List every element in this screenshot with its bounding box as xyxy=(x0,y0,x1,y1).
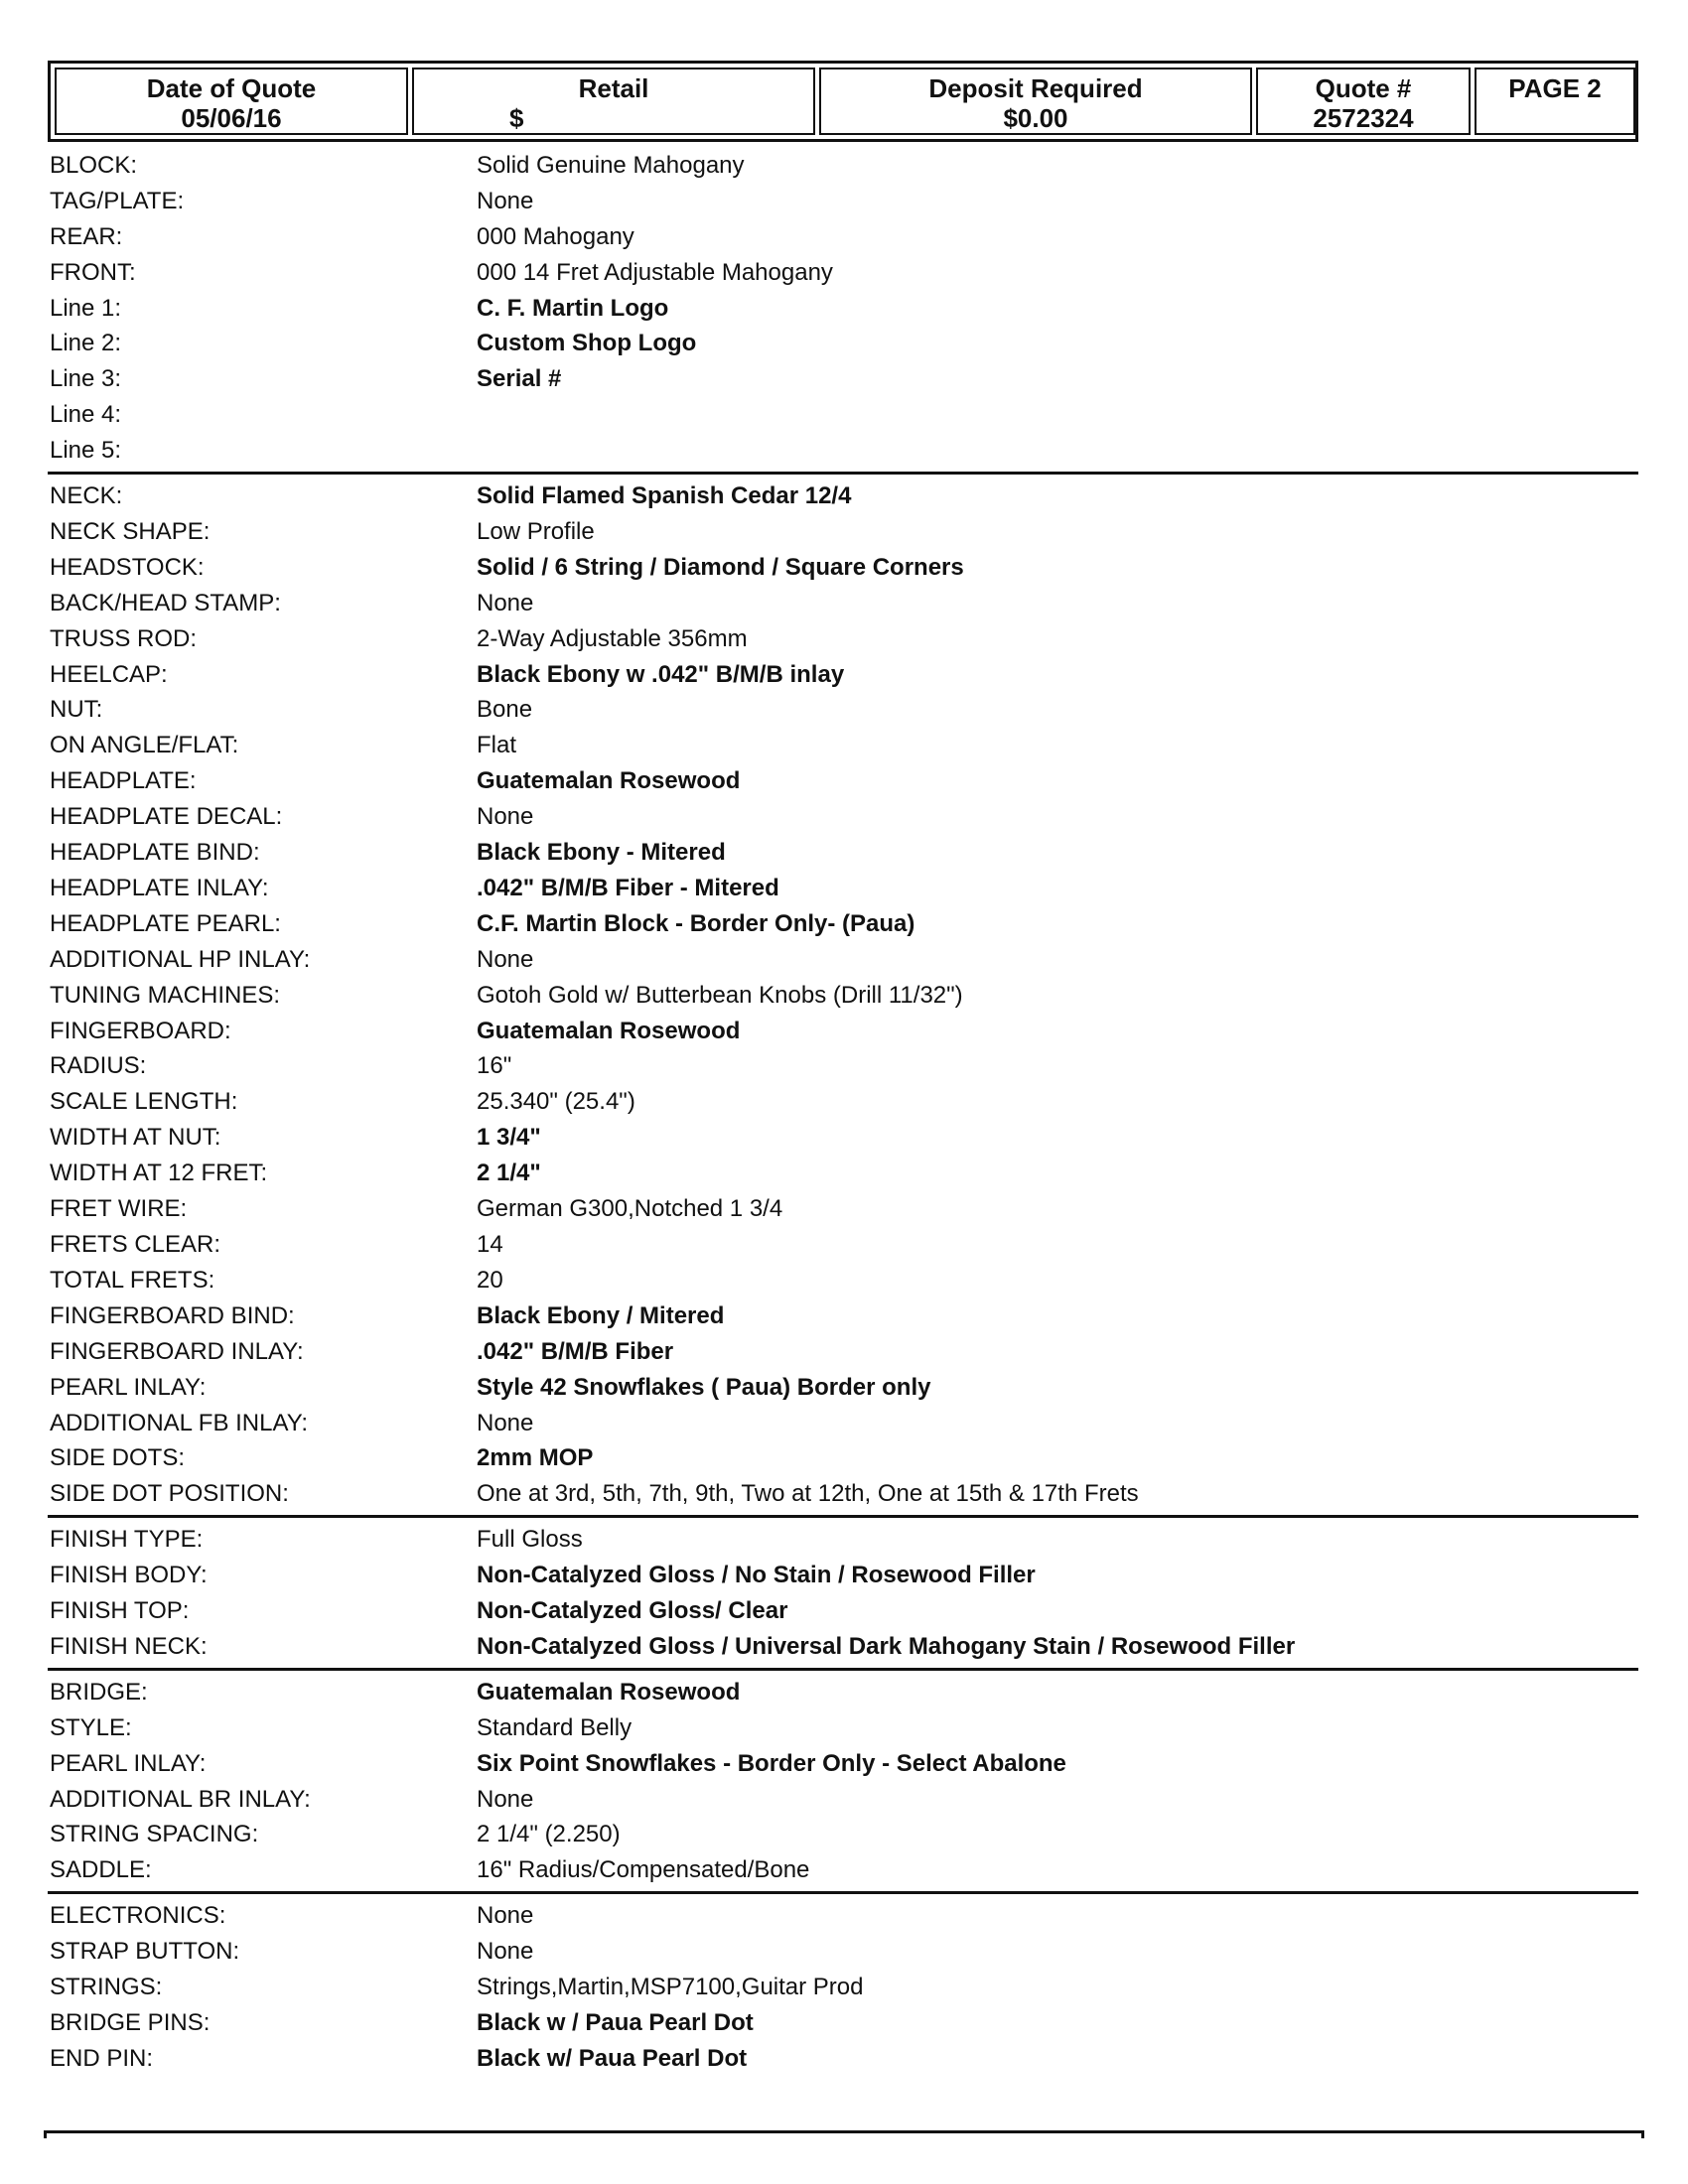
spec-label: FINISH TOP: xyxy=(50,1597,190,1624)
spec-row xyxy=(50,1299,1638,1333)
spec-value: None xyxy=(477,803,534,830)
spec-value: None xyxy=(477,1410,534,1436)
spec-value: 20 xyxy=(477,1267,503,1294)
spec-row xyxy=(50,658,1638,692)
spec-value: Non-Catalyzed Gloss / Universal Dark Mahogany Stain / Rosewood Filler xyxy=(477,1633,1296,1660)
spec-value: 16" Radius/Compensated/Bone xyxy=(477,1856,810,1883)
spec-value: 2 1/4" xyxy=(477,1160,541,1186)
spec-row xyxy=(50,1477,1638,1511)
spec-label: FRETS CLEAR: xyxy=(50,1231,221,1258)
spec-label: NECK: xyxy=(50,482,123,509)
spec-row xyxy=(50,1192,1638,1226)
spec-label: Line 3: xyxy=(50,365,122,392)
spec-row xyxy=(50,1818,1638,1851)
spec-row xyxy=(50,693,1638,727)
spec-value: Solid Genuine Mahogany xyxy=(477,152,745,179)
spec-label: FRONT: xyxy=(50,259,136,286)
spec-label: FINISH NECK: xyxy=(50,1633,208,1660)
spec-value: Non-Catalyzed Gloss / No Stain / Rosewood Filler xyxy=(477,1562,1036,1588)
spec-label: HEELCAP: xyxy=(50,661,168,688)
spec-row xyxy=(50,1049,1638,1083)
spec-value: Solid / 6 String / Diamond / Square Corners xyxy=(477,554,964,581)
deposit-cell xyxy=(819,68,1252,135)
spec-label: STRING SPACING: xyxy=(50,1821,259,1847)
spec-label: FINGERBOARD BIND: xyxy=(50,1302,295,1329)
section-divider xyxy=(48,1891,1638,1894)
spec-value: None xyxy=(477,1938,534,1965)
spec-row xyxy=(50,943,1638,977)
spec-row xyxy=(50,256,1638,290)
spec-label: STRAP BUTTON: xyxy=(50,1938,240,1965)
spec-row xyxy=(50,1264,1638,1297)
spec-value: Flat xyxy=(477,732,517,758)
spec-label: HEADPLATE INLAY: xyxy=(50,875,269,901)
spec-value: Black Ebony / Mitered xyxy=(477,1302,725,1329)
spec-row xyxy=(50,1015,1638,1048)
spec-row xyxy=(50,551,1638,585)
spec-label: HEADSTOCK: xyxy=(50,554,205,581)
spec-row xyxy=(50,836,1638,870)
spec-label: SIDE DOTS: xyxy=(50,1444,186,1471)
date-label: Date of Quote xyxy=(146,73,317,103)
spec-label: FINISH BODY: xyxy=(50,1562,208,1588)
spec-row xyxy=(50,1371,1638,1405)
spec-value: Black Ebony - Mitered xyxy=(477,839,726,866)
spec-label: ON ANGLE/FLAT: xyxy=(50,732,239,758)
spec-value: Strings,Martin,MSP7100,Guitar Prod xyxy=(477,1974,864,2000)
spec-value: None xyxy=(477,1902,534,1929)
spec-value: 1 3/4" xyxy=(477,1124,541,1151)
spec-value: Low Profile xyxy=(477,518,595,545)
spec-row xyxy=(50,362,1638,396)
date-value: 05/06/16 xyxy=(181,103,282,133)
spec-label: Line 2: xyxy=(50,330,122,356)
spec-label: SIDE DOT POSITION: xyxy=(50,1480,289,1507)
spec-row xyxy=(50,1594,1638,1628)
spec-value: Serial # xyxy=(477,365,562,392)
spec-value: C.F. Martin Block - Border Only- (Paua) xyxy=(477,910,915,937)
spec-label: Line 1: xyxy=(50,295,122,322)
spec-label: ADDITIONAL FB INLAY: xyxy=(50,1410,309,1436)
spec-label: Line 5: xyxy=(50,437,122,464)
spec-row xyxy=(50,149,1638,183)
quote-number-cell xyxy=(1256,68,1471,135)
spec-value: Black Ebony w .042" B/M/B inlay xyxy=(477,661,845,688)
quote-header xyxy=(48,61,1638,142)
spec-value: Black w / Paua Pearl Dot xyxy=(477,2009,754,2036)
deposit-label: Deposit Required xyxy=(928,73,1143,103)
spec-row xyxy=(50,587,1638,620)
spec-label: HEADPLATE DECAL: xyxy=(50,803,283,830)
spec-value: Standard Belly xyxy=(477,1714,633,1741)
spec-row xyxy=(50,515,1638,549)
spec-row xyxy=(50,220,1638,254)
spec-value: .042" B/M/B Fiber xyxy=(477,1338,674,1365)
spec-label: SADDLE: xyxy=(50,1856,152,1883)
spec-label: HEADPLATE: xyxy=(50,767,197,794)
spec-value: Gotoh Gold w/ Butterbean Knobs (Drill 11/32") xyxy=(477,982,963,1009)
spec-label: FINGERBOARD INLAY: xyxy=(50,1338,304,1365)
spec-value: Non-Catalyzed Gloss/ Clear xyxy=(477,1597,788,1624)
spec-value: None xyxy=(477,946,534,973)
spec-label: Line 4: xyxy=(50,401,122,428)
spec-row xyxy=(50,1085,1638,1119)
spec-value: None xyxy=(477,1786,534,1813)
spec-row xyxy=(50,398,1638,432)
spec-row xyxy=(50,1747,1638,1781)
spec-value: None xyxy=(477,590,534,616)
spec-label: END PIN: xyxy=(50,2045,154,2072)
spec-value: 2 1/4" (2.250) xyxy=(477,1821,621,1847)
spec-row xyxy=(50,1935,1638,1969)
spec-label: TAG/PLATE: xyxy=(50,188,185,214)
spec-row xyxy=(50,907,1638,941)
retail-cell xyxy=(412,68,815,135)
spec-value: 25.340" (25.4") xyxy=(477,1088,635,1115)
spec-label: ADDITIONAL HP INLAY: xyxy=(50,946,311,973)
spec-value: 2mm MOP xyxy=(477,1444,594,1471)
spec-label: HEADPLATE PEARL: xyxy=(50,910,281,937)
spec-value: Guatemalan Rosewood xyxy=(477,1679,741,1706)
spec-row xyxy=(50,1899,1638,1933)
spec-value: One at 3rd, 5th, 7th, 9th, Two at 12th, One at 15th & 17th Frets xyxy=(477,1480,1139,1507)
spec-row xyxy=(50,1157,1638,1190)
spec-row xyxy=(50,434,1638,468)
spec-label: REAR: xyxy=(50,223,123,250)
spec-row xyxy=(50,1407,1638,1440)
spec-row xyxy=(50,1630,1638,1664)
spec-label: PEARL INLAY: xyxy=(50,1374,207,1401)
spec-row xyxy=(50,1335,1638,1369)
spec-row xyxy=(50,1783,1638,1817)
page-number-cell xyxy=(1475,68,1635,135)
spec-row xyxy=(50,1711,1638,1745)
spec-value: 000 14 Fret Adjustable Mahogany xyxy=(477,259,833,286)
spec-value: None xyxy=(477,188,534,214)
spec-label: RADIUS: xyxy=(50,1052,147,1079)
spec-value: Guatemalan Rosewood xyxy=(477,1018,741,1044)
spec-label: NUT: xyxy=(50,696,103,723)
spec-label: WIDTH AT NUT: xyxy=(50,1124,221,1151)
spec-label: FINISH TYPE: xyxy=(50,1526,204,1553)
spec-row xyxy=(50,1676,1638,1709)
section-divider xyxy=(48,472,1638,475)
spec-row xyxy=(50,800,1638,834)
spec-row xyxy=(50,479,1638,513)
spec-row xyxy=(50,1853,1638,1887)
spec-label: WIDTH AT 12 FRET: xyxy=(50,1160,268,1186)
spec-value: Full Gloss xyxy=(477,1526,583,1553)
section-divider xyxy=(48,1515,1638,1518)
spec-label: BACK/HEAD STAMP: xyxy=(50,590,281,616)
spec-value: C. F. Martin Logo xyxy=(477,295,669,322)
spec-label: STRINGS: xyxy=(50,1974,163,2000)
retail-value: $ xyxy=(509,103,524,133)
spec-row xyxy=(50,1971,1638,2004)
quote-label: Quote # xyxy=(1315,73,1412,103)
spec-label: ELECTRONICS: xyxy=(50,1902,226,1929)
spec-value: Solid Flamed Spanish Cedar 12/4 xyxy=(477,482,852,509)
spec-row xyxy=(50,1121,1638,1155)
spec-value: .042" B/M/B Fiber - Mitered xyxy=(477,875,779,901)
spec-row xyxy=(50,622,1638,656)
spec-value: Six Point Snowflakes - Border Only - Select Abalone xyxy=(477,1750,1066,1777)
spec-label: STYLE: xyxy=(50,1714,132,1741)
spec-label: FRET WIRE: xyxy=(50,1195,188,1222)
spec-row xyxy=(50,292,1638,326)
spec-label: TOTAL FRETS: xyxy=(50,1267,215,1294)
spec-label: BRIDGE PINS: xyxy=(50,2009,211,2036)
spec-value: Guatemalan Rosewood xyxy=(477,767,741,794)
spec-row xyxy=(50,764,1638,798)
spec-row xyxy=(50,1523,1638,1557)
spec-value: Style 42 Snowflakes ( Paua) Border only xyxy=(477,1374,931,1401)
footer-rule xyxy=(44,2130,1644,2138)
spec-label: HEADPLATE BIND: xyxy=(50,839,260,866)
spec-row xyxy=(50,729,1638,762)
spec-label: FINGERBOARD: xyxy=(50,1018,231,1044)
spec-row xyxy=(50,327,1638,360)
deposit-value: $0.00 xyxy=(1003,103,1068,133)
spec-label: BRIDGE: xyxy=(50,1679,148,1706)
spec-label: ADDITIONAL BR INLAY: xyxy=(50,1786,311,1813)
spec-row xyxy=(50,979,1638,1013)
spec-row xyxy=(50,2006,1638,2040)
spec-value: Black w/ Paua Pearl Dot xyxy=(477,2045,748,2072)
section-divider xyxy=(48,1668,1638,1671)
spec-value: 2-Way Adjustable 356mm xyxy=(477,625,748,652)
spec-label: BLOCK: xyxy=(50,152,138,179)
spec-row xyxy=(50,2042,1638,2076)
spec-value: German G300,Notched 1 3/4 xyxy=(477,1195,783,1222)
spec-label: TRUSS ROD: xyxy=(50,625,198,652)
spec-value: Bone xyxy=(477,696,533,723)
spec-label: PEARL INLAY: xyxy=(50,1750,207,1777)
spec-value: 16" xyxy=(477,1052,512,1079)
spec-label: NECK SHAPE: xyxy=(50,518,211,545)
spec-row xyxy=(50,872,1638,905)
page-label: PAGE 2 xyxy=(1508,73,1602,103)
spec-row xyxy=(50,1441,1638,1475)
spec-row xyxy=(50,185,1638,218)
spec-row xyxy=(50,1228,1638,1262)
spec-value: Custom Shop Logo xyxy=(477,330,697,356)
spec-value: 000 Mahogany xyxy=(477,223,634,250)
spec-label: TUNING MACHINES: xyxy=(50,982,281,1009)
retail-label: Retail xyxy=(578,73,649,103)
spec-row xyxy=(50,1559,1638,1592)
date-of-quote-cell xyxy=(55,68,408,135)
spec-value: 14 xyxy=(477,1231,503,1258)
quote-value: 2572324 xyxy=(1313,103,1414,133)
spec-label: SCALE LENGTH: xyxy=(50,1088,238,1115)
